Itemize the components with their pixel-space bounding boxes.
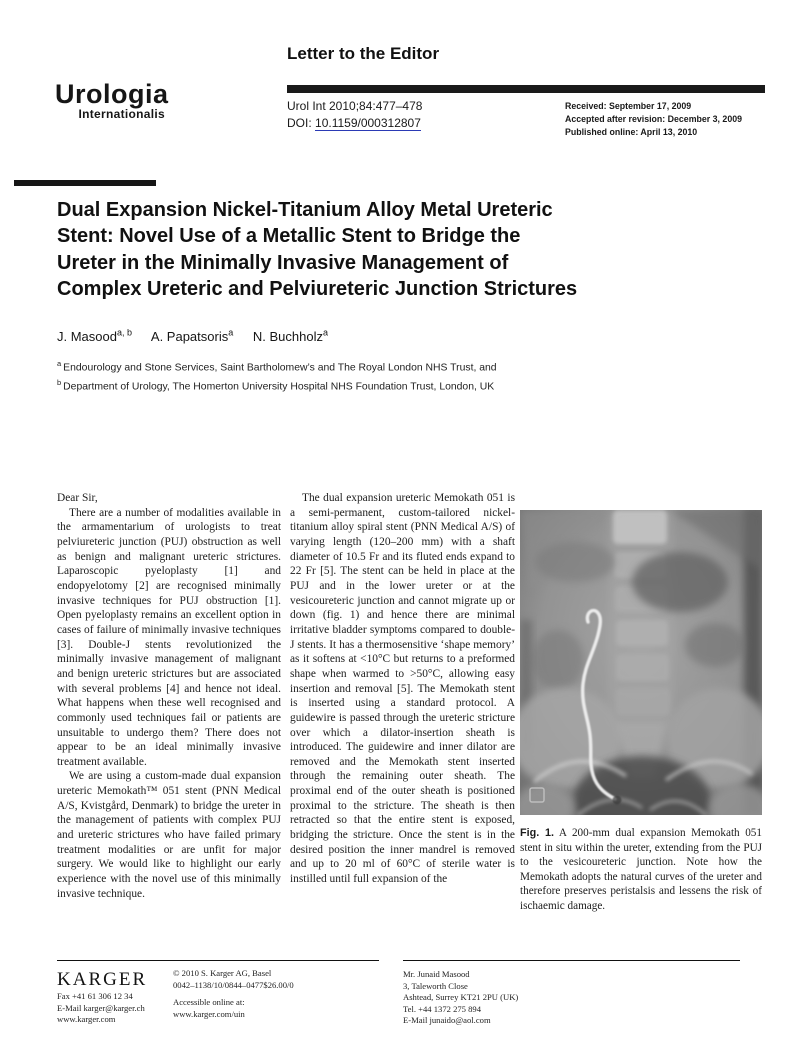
doi-link[interactable]: 10.1159/000312807: [315, 116, 421, 130]
affiliation-b: [57, 376, 497, 395]
figure-caption-text: A 200-mm dual expansion Memokath 051 stent in situ within the ureter, extending from the PUJ to the vesicoureteric junction. Note how the Memokath adopts the natural curves of the ureter and therefore preserves peristalsis and lessens the risk of ischaemic damage.: [520, 827, 762, 912]
author-3-name: N. Buchholz: [252, 329, 323, 345]
published-date: Published online: April 13, 2010: [565, 127, 698, 137]
contact-address-1: 3, Taleworth Close: [403, 980, 468, 991]
affiliation-a-text: Endourology and Stone Services, Saint Bartholomew’s and The Royal London NHS Trust, and: [63, 362, 497, 374]
journal-citation: Urol Int 2010;84:477–478: [287, 99, 423, 113]
publisher-email: E-Mail karger@karger.ch: [57, 1002, 145, 1013]
contact-email: E-Mail junaido@aol.com: [403, 1015, 491, 1025]
author-1-affil-marks: a, b: [116, 328, 132, 338]
author-3-affil-marks: a: [322, 328, 328, 338]
affiliation-b-text: Department of Urology, The Homerton University Hospital NHS Foundation Trust, London, UK: [63, 381, 495, 393]
logo-divider-bar: [14, 180, 156, 186]
figure-1: [520, 510, 762, 913]
accepted-date: Accepted after revision: December 3, 2009: [565, 114, 742, 124]
journal-logo-subname: Internationalis: [78, 107, 165, 121]
contact-address-2: Ashtead, Surrey KT21 2PU (UK): [403, 992, 519, 1002]
figure-caption-label: Fig. 1.: [520, 827, 554, 839]
title-line-1: Dual Expansion Nickel-Titanium Alloy Metal Ureteric: [57, 199, 553, 221]
author-2: [151, 329, 233, 344]
publisher-website: www.karger.com: [57, 1014, 116, 1024]
xray-image: [520, 510, 762, 815]
doi-line: [287, 115, 422, 132]
journal-logo: [55, 79, 169, 121]
citation-block: [287, 98, 422, 132]
karger-logo: KARGER: [57, 969, 148, 990]
publisher-block: [57, 960, 379, 1026]
body-column-2: [290, 491, 515, 887]
copyright-line: © 2010 S. Karger AG, Basel: [173, 968, 272, 978]
author-2-affil-marks: a: [228, 328, 234, 338]
affiliation-a: [57, 357, 497, 376]
author-2-name: A. Papatsoris: [150, 329, 229, 345]
author-3: [253, 329, 328, 344]
contact-name: Mr. Junaid Masood: [403, 969, 470, 979]
correspondence-block: [403, 960, 740, 1027]
author-1-name: J. Masood: [57, 329, 117, 345]
paragraph-2: We are using a custom-made dual expansion ureteric Memokath™ 051 stent (PNN Medical A/S, Kvistgård, Denmark) to bridge the ureter in the management of patients with complex PUJ and ureteric strictures who have failed primary treatment modalities or are unfit for major surgery. We would like to highlight our early experience with the novel use of this minimally invasive technique.: [57, 770, 281, 900]
author-1: [57, 329, 132, 344]
contact-tel: Tel. +44 1372 275 894: [403, 1003, 482, 1014]
dates-block: [565, 100, 742, 139]
paragraph-1: There are a number of modalities available in the armamentarium of urologists to treat pelviureteric junction (PUJ) obstruction as well as benign and malignant ureteric strictures. Laparoscopic pyeloplasty [1] and endopyelotomy [2] are recognised minimally invasive techniques for PUJ obstruction [1]. Open pyeloplasty remains an excellent option in cases of failure of minimally invasive techniques [3]. Double-J stents revolutionized the minimally invasive management of malignant and benign ureteric strictures but are associated with several problems [4] and hence not ideal. What happens when these well recognised and commonly used techniques fail or patients are unsuitable to undergo them? There does not appear to be an ideal minimally invasive treatment available.: [57, 506, 281, 768]
title-line-2: Stent: Novel Use of a Metallic Stent to Bridge the: [57, 225, 521, 248]
title-line-3: Ureter in the Minimally Invasive Management of: [57, 251, 509, 274]
affiliations: [57, 357, 497, 395]
affiliation-b-mark: b: [57, 377, 62, 387]
article-title: [57, 197, 577, 302]
publisher-fax: Fax +41 61 306 12 34: [57, 991, 133, 1001]
affiliation-a-mark: a: [57, 359, 62, 368]
body-column-1: [57, 491, 281, 901]
issn-code: 0042–1138/10/0844–0477$26.00/0: [173, 979, 294, 990]
salutation: Dear Sir,: [57, 492, 98, 504]
received-date: Received: September 17, 2009: [565, 101, 692, 111]
author-list: [57, 328, 344, 344]
journal-logo-name: Urologia: [55, 79, 169, 109]
accessible-label: Accessible online at:: [173, 997, 245, 1007]
doi-label: DOI:: [287, 116, 312, 130]
section-title: Letter to the Editor: [287, 44, 440, 63]
title-line-4: Complex Ureteric and Pelviureteric Junction Strictures: [57, 277, 578, 300]
figure-caption: [520, 826, 762, 913]
paragraph-3: The dual expansion ureteric Memokath 051 is a semi-permanent, custom-tailored nickel-titanium alloy spiral stent (PNN Medical A/S) of varying length (120–200 mm) with a shaft diameter of 10.5 Fr and its fluted ends expand to 22 Fr [5]. The stent can be held in place at the PUJ and in the lower ureter or at the vesicoureteric junction and cannot migrate up or down (fig. 1) and hence there are minimal irritative bladder symptoms compared to double-J stents. It has a thermosensitive ‘shape memory’ as it softens at <10°C but returns to a preformed shape when warmed to >50°C, allowing easy insertion and removal [5]. The Memokath stent is inserted using a standard protocol. A guidewire is passed through the ureteric stricture over which a dilator-insertion sheath is introduced. The guidewire and inner dilator are removed and the Memokath stent inserted through the remaining outer sheath. The proximal end of the outer sheath is positioned proximal to the stricture. The sheath is then retracted so that the entire stent is exposed, bridging the stricture. Once the stent is in the desired position the inner mandrel is removed and up to 20 ml of 60°C of sterile water is instilled until full expansion of the: [290, 492, 515, 886]
accessible-url: www.karger.com/uin: [173, 1008, 245, 1019]
header-rule: [287, 85, 765, 93]
